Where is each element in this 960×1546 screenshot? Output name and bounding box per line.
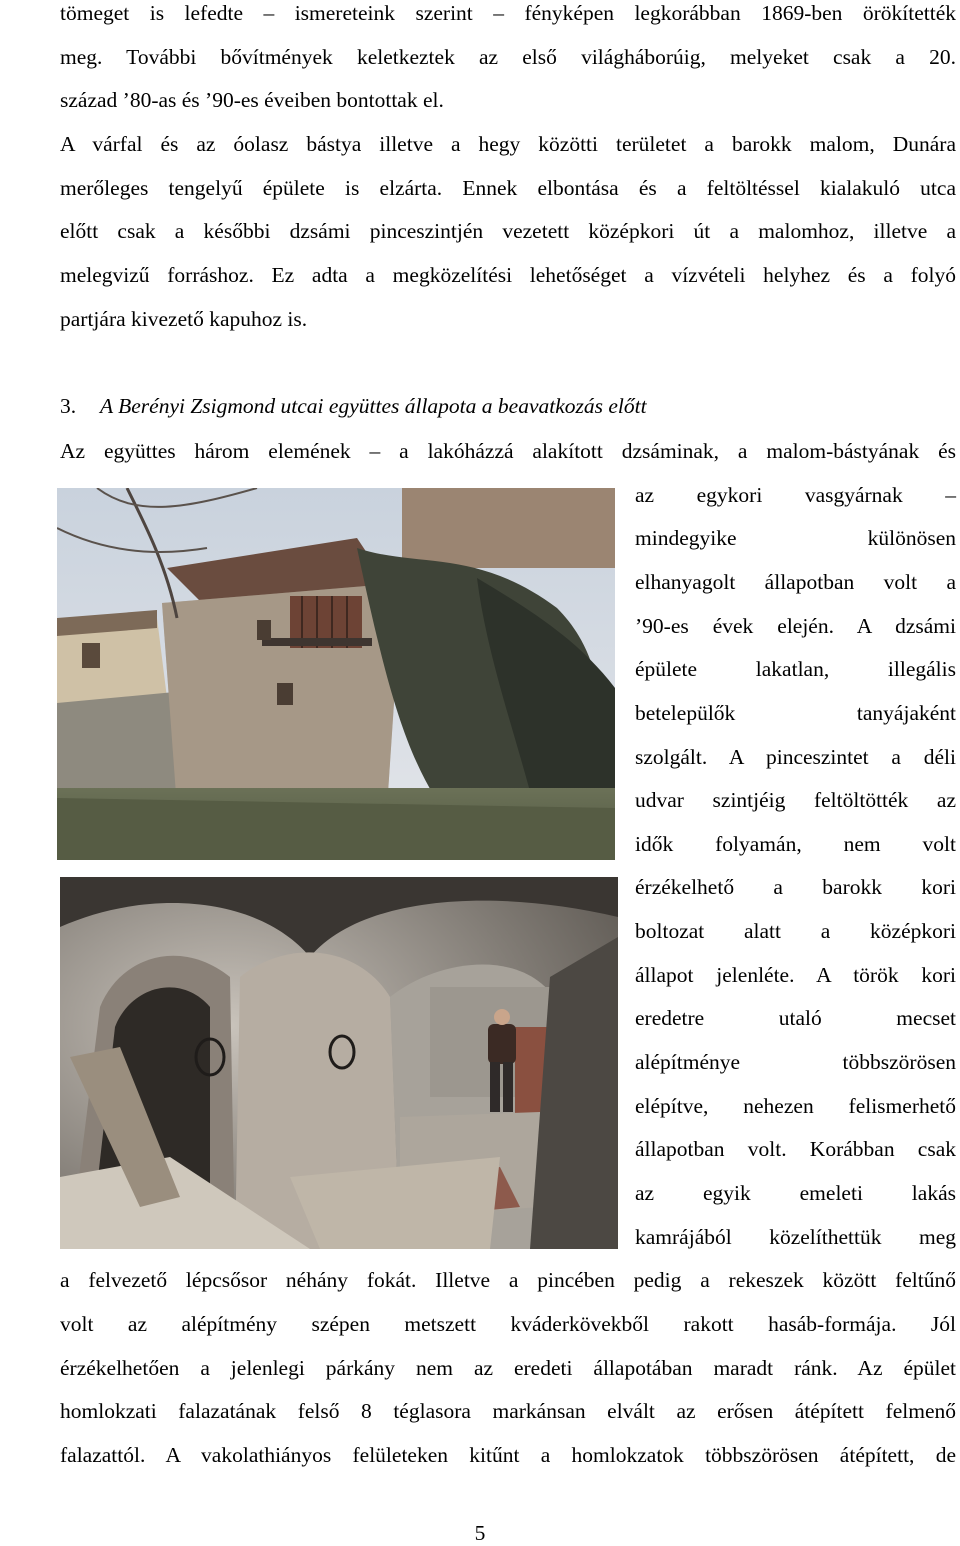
body-line: ’90-es évek elején. A dzsámi [635,614,956,638]
body-line: tömeget is lefedte – ismereteink szerint – fényképen legkorábban 1869-ben örökítették [60,1,956,25]
body-line: század ’80-as és ’90-es éveiben bontottak el. [60,88,444,112]
body-line: mindegyike különösen [635,526,956,550]
photo-building-exterior-graphic [57,488,615,860]
body-line: szolgált. A pinceszintet a déli [635,745,956,769]
body-line: boltozat alatt a középkori [635,919,956,943]
body-line: előtt csak a későbbi dzsámi pinceszintjén vezetett középkori út a malomhoz, illetve a [60,219,956,243]
body-line: a felvezető lépcsősor néhány fokát. Illetve a pincében pedig a rekeszek között feltűnő [60,1268,956,1292]
photo-cellar-interior-graphic [60,877,618,1249]
body-line: volt az alépítmény szépen metszett kváderkövekből rakott hasáb-formája. Jól [60,1312,956,1336]
body-line: alépítménye többszörösen [635,1050,956,1074]
section-number: 3. [60,394,77,418]
body-line: érzékelhető a barokk kori [635,875,956,899]
section-heading [60,393,647,419]
body-line: épülete lakatlan, illegális [635,657,956,681]
body-line: Az együttes három elemének – a lakóházzá alakított dzsáminak, a malom-bástyának és [60,439,956,463]
body-line: melegvizű forráshoz. Ez adta a megközelítési lehetőséget a vízvételi helyhez és a folyó [60,263,956,287]
body-line: elépítve, nehezen felismerhető [635,1094,956,1118]
body-line: merőleges tengelyű épülete is elzárta. Ennek elbontása és a feltöltéssel kialakuló utca [60,176,956,200]
body-line: állapotban volt. Korábban csak [635,1137,956,1161]
body-line: betelepülők tanyájaként [635,701,956,725]
body-line: homlokzati falazatának felső 8 téglasora markánsan elvált az erősen átépített felmenő [60,1399,956,1423]
page-number: 5 [474,1521,486,1545]
body-line: az egyik emeleti lakás [635,1181,956,1205]
body-line: A várfal és az óolasz bástya illetve a hegy közötti területet a barokk malom, Dunára [60,132,956,156]
body-line: állapot jelenléte. A török kori [635,963,956,987]
body-line: udvar szintjéig feltöltötték az [635,788,956,812]
body-line: falazattól. A vakolathiányos felületeken kitűnt a homlokzatok többszörösen átépített, de [60,1443,956,1467]
body-line: érzékelhetően a jelenlegi párkány nem az eredeti állapotában maradt ránk. Az épület [60,1356,956,1380]
body-line: idők folyamán, nem volt [635,832,956,856]
body-line: meg. További bővítmények keletkeztek az első világháborúig, melyeket csak a 20. [60,45,956,69]
body-line: kamrájából közelíthettük meg [635,1225,956,1249]
body-line: partjára kivezető kapuhoz is. [60,307,308,331]
photo-building-exterior [57,488,615,860]
section-title: A Berényi Zsigmond utcai együttes állapota a beavatkozás előtt [100,394,647,418]
photo-cellar-interior [60,877,618,1249]
body-line: elhanyagolt állapotban volt a [635,570,956,594]
body-line: eredetre utaló mecset [635,1006,956,1030]
body-line: az egykori vasgyárnak – [635,483,956,507]
